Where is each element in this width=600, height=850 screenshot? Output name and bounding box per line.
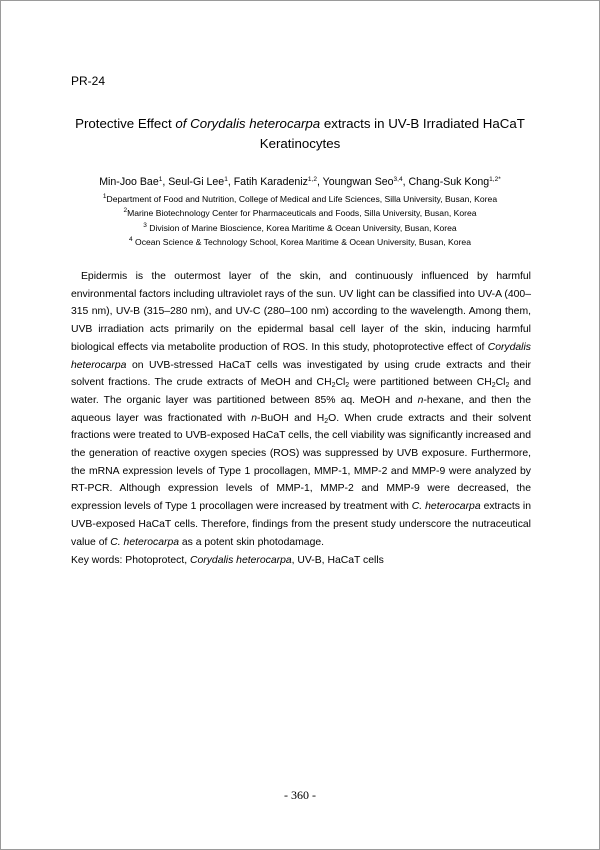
page-number: - 360 - bbox=[284, 788, 316, 802]
author-list: Min-Joo Bae$^1$, Seul-Gi Lee$^1$, Fatih Karadeniz$^{1,2}$, Youngwan Seo$^{3,4}$, Chang-Suk Kong$^{1,2*}$ bbox=[99, 176, 501, 188]
keywords-line: Key words: Photoprotect, Corydalis heterocarpa, UV-B, HaCaT cells bbox=[71, 555, 384, 566]
abstract-paragraph: Epidermis is the outermost layer of the skin, and continuously influenced by harmful environmental factors including ultraviolet rays of the sun. UV light can be classified into UV-A (400–315 nm), UV-B (315–280 nm), and UV-C (280–100 nm) according to the wavelength. Among them, UVB irradiation acts primarily on the epidermal basal cell layer of the skin, inducing harmful biological effects via metabolite production of ROS. In this study, photoprotective effect of Corydalis heterocarpa on UVB-stressed HaCaT cells was investigated by using crude extracts and their solvent fractions. The crude extracts of MeOH and $CH_2Cl_2$ were partitioned between $CH_2Cl_2$ and water. The organic layer was partitioned between 85% aq. MeOH and n-hexane, and then the aqueous layer was fractionated with n-BuOH and $H_2O$. When crude extracts and their solvent fractions were treated to UVB-exposed HaCaT cells, the cell viability was significantly increased and the generation of reactive oxygen species (ROS) was suppressed by UVB exposure. Furthermore, the mRNA expression levels of Type 1 procollagen, MMP-1, MMP-2 and MMP-9 were analyzed by RT-PCR. Although expression levels of MMP-1, MMP-2 and MMP-9 were decreased, the expression levels of Type 1 procollagen were increased by treatment with C. heterocarpa extracts in UVB-exposed HaCaT cells. Therefore, findings from the present study underscore the nutraceutical value of C. heterocarpa as a potent skin photodamage. bbox=[71, 271, 532, 548]
affiliation-list bbox=[31, 192, 569, 249]
author: Fatih Karadeniz bbox=[233, 176, 308, 188]
affiliation: $^4$ Ocean Science & Technology School, Korea Maritime & Ocean University, Busan, Korea bbox=[129, 235, 471, 247]
author: Min-Joo Bae bbox=[99, 176, 159, 188]
paper-title: Protective Effect of Corydalis heterocarpa extracts in UV-B Irradiated HaCaT Keratinocytes bbox=[75, 116, 525, 151]
affiliation: $^3$ Division of Marine Bioscience, Korea Maritime & Ocean University, Busan, Korea bbox=[143, 221, 457, 233]
abstract-body bbox=[71, 268, 531, 551]
author: Chang-Suk Kong bbox=[408, 176, 490, 188]
presentation-code: PR-24 bbox=[71, 74, 106, 88]
author: Youngwan Seo bbox=[322, 176, 394, 188]
affiliation: $^1$Department of Food and Nutrition, College of Medical and Life Sciences, Silla University, Busan, Korea bbox=[102, 193, 498, 204]
affiliation: $^2$Marine Biotechnology Center for Pharmaceuticals and Foods, Silla University, Busan, Korea bbox=[123, 207, 477, 219]
author: Seul-Gi Lee bbox=[168, 176, 225, 188]
